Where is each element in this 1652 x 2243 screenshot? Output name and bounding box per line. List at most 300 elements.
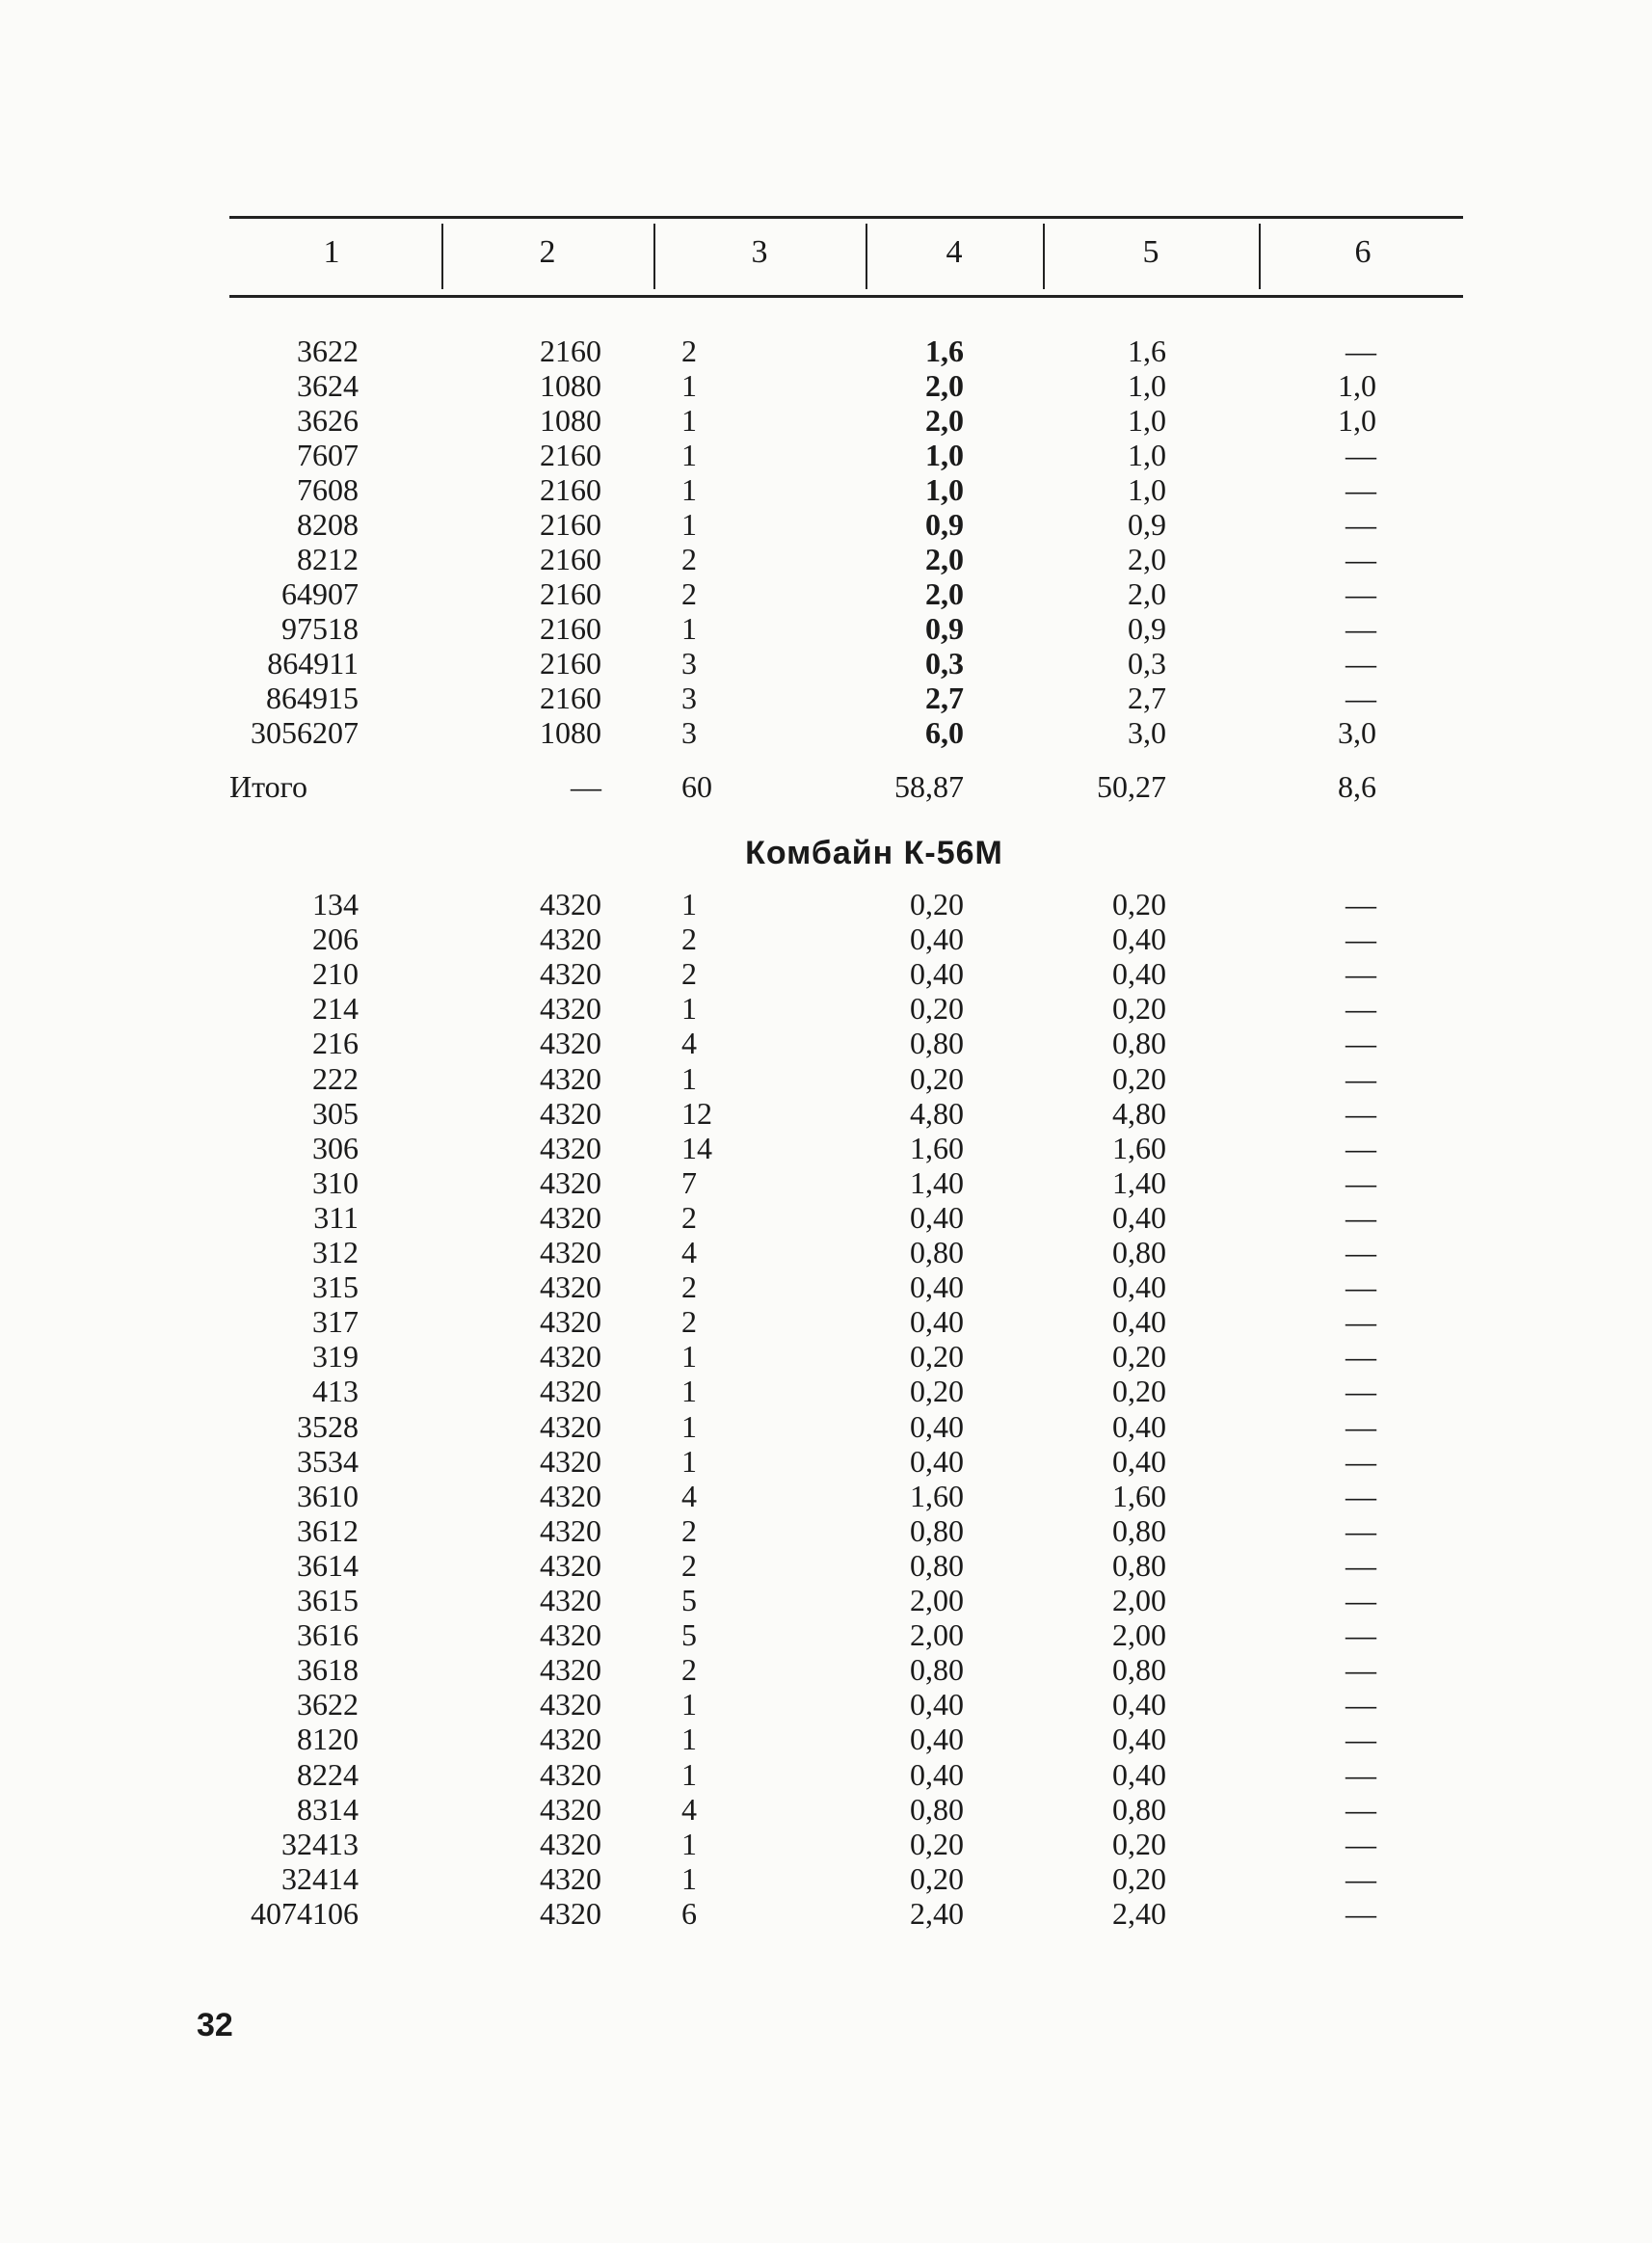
table-cell: 2 — [681, 576, 697, 611]
table-cell: 3 — [681, 646, 697, 681]
table-cell: 2,0 — [925, 368, 964, 403]
table-cell: 0,80 — [910, 1791, 964, 1827]
table-cell: 1,60 — [910, 1130, 964, 1165]
table-cell: 0,9 — [925, 611, 964, 646]
table-cell: 4074106 — [251, 1895, 359, 1931]
table-row — [0, 1374, 1652, 1408]
table-cell: 4320 — [540, 1408, 601, 1444]
table-cell: 0,40 — [1112, 1408, 1166, 1444]
table-cell: 2 — [681, 1199, 697, 1235]
column-header-3: 3 — [751, 234, 768, 270]
table-cell: 2 — [681, 1304, 697, 1340]
table-cell: — — [1346, 1860, 1376, 1896]
table-header-bottom-rule — [229, 295, 1463, 298]
table-cell: 1,0 — [1128, 368, 1166, 403]
table-cell: 2160 — [540, 576, 601, 611]
column-divider — [1043, 224, 1045, 289]
table-cell: 2 — [681, 956, 697, 992]
table-cell: 2,00 — [910, 1617, 964, 1653]
table-row — [0, 1479, 1652, 1513]
table-row — [0, 1444, 1652, 1479]
table-cell: 0,40 — [910, 1408, 964, 1444]
table-cell: 0,20 — [910, 1860, 964, 1896]
table-cell: 0,40 — [1112, 1199, 1166, 1235]
table-row — [0, 576, 1652, 611]
table-cell: 0,80 — [910, 1652, 964, 1688]
table-cell: 3614 — [297, 1547, 359, 1583]
table-cell: 2160 — [540, 646, 601, 681]
table-row — [0, 956, 1652, 991]
table-cell: 1 — [681, 1339, 697, 1375]
table-cell: — — [1346, 1652, 1376, 1688]
section-title: Комбайн К-56М — [745, 835, 1003, 871]
table-cell: 2,7 — [925, 681, 964, 715]
table-cell: 7 — [681, 1164, 697, 1200]
table-cell: 2160 — [540, 507, 601, 542]
table-cell: — — [1346, 1826, 1376, 1861]
table-cell: 0,3 — [925, 646, 964, 681]
table-cell: 2 — [681, 1512, 697, 1548]
table-cell: 8212 — [297, 542, 359, 576]
table-cell: — — [1346, 1339, 1376, 1375]
table-cell: 1 — [681, 507, 697, 542]
table-row — [0, 921, 1652, 956]
table-cell: 3615 — [297, 1583, 359, 1617]
table-cell: 4320 — [540, 1512, 601, 1548]
table-cell: 0,20 — [910, 1060, 964, 1096]
table-cell: 210 — [312, 956, 359, 992]
table-cell: 2,0 — [1128, 542, 1166, 576]
table-row — [0, 1269, 1652, 1304]
table-row — [0, 1165, 1652, 1200]
table-cell: 1,0 — [1338, 368, 1376, 403]
table-row — [0, 1757, 1652, 1792]
table-row — [0, 542, 1652, 576]
table-cell: 3,0 — [1338, 715, 1376, 750]
table-cell: 1080 — [540, 403, 601, 438]
table-cell: 319 — [312, 1339, 359, 1375]
table-cell: 2 — [681, 1652, 697, 1688]
table-cell: 4320 — [540, 1304, 601, 1340]
table-cell: — — [1346, 991, 1376, 1027]
table-row — [0, 1652, 1652, 1687]
table-cell: — — [1346, 646, 1376, 681]
table-row — [0, 681, 1652, 715]
table-cell: 4320 — [540, 1235, 601, 1269]
table-cell: — — [1346, 472, 1376, 507]
table-cell: 2160 — [540, 334, 601, 368]
table-cell: 317 — [312, 1304, 359, 1340]
table-cell: 315 — [312, 1269, 359, 1305]
table-cell: — — [1346, 1060, 1376, 1096]
table-cell: 0,40 — [910, 1687, 964, 1722]
table-cell: 2,0 — [1128, 576, 1166, 611]
table-cell: — — [1346, 1408, 1376, 1444]
table-cell: — — [1346, 1374, 1376, 1409]
table-cell: 7607 — [297, 438, 359, 472]
table-cell: 4 — [681, 1235, 697, 1269]
table-cell: 4320 — [540, 1269, 601, 1305]
table-cell: 0,80 — [910, 1512, 964, 1548]
page-number: 32 — [197, 2007, 233, 2043]
table-cell: 2160 — [540, 438, 601, 472]
table-cell: 2,00 — [1112, 1583, 1166, 1617]
table-cell: 864911 — [267, 646, 359, 681]
table-cell: 4320 — [540, 1652, 601, 1688]
table-cell: 0,9 — [1128, 507, 1166, 542]
table-cell: 0,20 — [910, 1826, 964, 1861]
table-cell: 8314 — [297, 1791, 359, 1827]
table-cell: 2 — [681, 542, 697, 576]
table-cell: 0,40 — [1112, 956, 1166, 992]
table-cell: 4320 — [540, 1199, 601, 1235]
table-cell: 413 — [312, 1374, 359, 1409]
table-cell: 1,60 — [1112, 1130, 1166, 1165]
table-cell: 4 — [681, 1478, 697, 1513]
table-cell: 2160 — [540, 611, 601, 646]
table-cell: — — [1346, 1130, 1376, 1165]
table-cell: — — [1346, 1199, 1376, 1235]
table-cell: 2,0 — [925, 576, 964, 611]
table-cell: — — [1346, 887, 1376, 921]
table-cell: 4320 — [540, 921, 601, 957]
table-cell: 0,20 — [1112, 1374, 1166, 1409]
table-cell: 310 — [312, 1164, 359, 1200]
table-row — [0, 646, 1652, 681]
table-cell: — — [1346, 1722, 1376, 1757]
column-divider — [1259, 224, 1261, 289]
table-cell: 3534 — [297, 1443, 359, 1479]
table-cell: — — [1346, 1478, 1376, 1513]
table-cell: 1 — [681, 1860, 697, 1896]
table-cell: 4 — [681, 1026, 697, 1061]
table-cell: — — [1346, 1756, 1376, 1792]
table-cell: 4320 — [540, 1895, 601, 1931]
table-cell: 3,0 — [1128, 715, 1166, 750]
table-cell: 2160 — [540, 542, 601, 576]
table-cell: 3616 — [297, 1617, 359, 1653]
table-cell: — — [1346, 542, 1376, 576]
table-cell: 0,40 — [910, 1199, 964, 1235]
table-cell: 0,80 — [910, 1026, 964, 1061]
table-row — [0, 1235, 1652, 1269]
table-row — [0, 368, 1652, 403]
table-cell: 1 — [681, 472, 697, 507]
table-cell: 4320 — [540, 1026, 601, 1061]
table-cell: — — [1346, 438, 1376, 472]
table-cell: 4,80 — [910, 1095, 964, 1131]
table-row — [0, 611, 1652, 646]
table-cell: 3618 — [297, 1652, 359, 1688]
table-cell: 0,40 — [910, 1722, 964, 1757]
table-cell: — — [1346, 1547, 1376, 1583]
table-row — [0, 1026, 1652, 1060]
table-cell: 2,0 — [925, 403, 964, 438]
table-cell: 2,40 — [910, 1895, 964, 1931]
table-cell: 0,20 — [1112, 991, 1166, 1027]
table-cell: — — [1346, 1304, 1376, 1340]
total-cell: 60 — [681, 769, 712, 804]
table-row — [0, 1339, 1652, 1374]
table-cell: — — [1346, 1512, 1376, 1548]
table-cell: 2,00 — [1112, 1617, 1166, 1653]
table-cell: 4320 — [540, 1443, 601, 1479]
table-cell: 2,0 — [925, 542, 964, 576]
table-cell: 1 — [681, 368, 697, 403]
table-cell: 0,40 — [1112, 1443, 1166, 1479]
table-cell: 4320 — [540, 887, 601, 921]
table-cell: 0,40 — [910, 1756, 964, 1792]
table-cell: 3 — [681, 715, 697, 750]
table-cell: — — [1346, 1095, 1376, 1131]
table-cell: 0,80 — [1112, 1791, 1166, 1827]
table-cell: 4320 — [540, 1617, 601, 1653]
table-cell: 0,40 — [1112, 1722, 1166, 1757]
table-row — [0, 991, 1652, 1026]
table-cell: 4320 — [540, 1060, 601, 1096]
table-cell: 1 — [681, 1722, 697, 1757]
column-header-1: 1 — [323, 234, 340, 270]
table-cell: 0,20 — [1112, 1060, 1166, 1096]
table-cell: 2160 — [540, 681, 601, 715]
table-cell: — — [1346, 1164, 1376, 1200]
table-cell: 0,40 — [910, 1304, 964, 1340]
table-row — [0, 1861, 1652, 1896]
table-cell: 4320 — [540, 1826, 601, 1861]
table-cell: 0,20 — [910, 887, 964, 921]
table-cell: 3626 — [297, 403, 359, 438]
table-cell: 4320 — [540, 1095, 601, 1131]
total-label: Итого — [229, 769, 307, 804]
table-cell: 0,80 — [1112, 1652, 1166, 1688]
table-row — [0, 1896, 1652, 1931]
table-cell: 4,80 — [1112, 1095, 1166, 1131]
table-cell: 214 — [312, 991, 359, 1027]
table-cell: 0,20 — [910, 1339, 964, 1375]
table-cell: 1 — [681, 403, 697, 438]
table-top-rule — [229, 216, 1463, 219]
table-cell: 2160 — [540, 472, 601, 507]
table-cell: 1 — [681, 1687, 697, 1722]
table-cell: 0,80 — [1112, 1547, 1166, 1583]
table-cell: 4320 — [540, 1687, 601, 1722]
table-cell: 1 — [681, 1408, 697, 1444]
table-row — [0, 507, 1652, 542]
table-cell: 4320 — [540, 1339, 601, 1375]
table-cell: 0,40 — [910, 956, 964, 992]
table-row — [0, 438, 1652, 472]
table-cell: 1 — [681, 1443, 697, 1479]
table-cell: 2 — [681, 921, 697, 957]
table-cell: 4320 — [540, 1130, 601, 1165]
table-cell: 0,20 — [1112, 1860, 1166, 1896]
table-cell: — — [1346, 681, 1376, 715]
table-cell: 312 — [312, 1235, 359, 1269]
column-divider — [441, 224, 443, 289]
table-cell: 1080 — [540, 715, 601, 750]
total-row — [0, 769, 1652, 804]
table-cell: 0,20 — [1112, 1826, 1166, 1861]
table-cell: 1 — [681, 1756, 697, 1792]
column-header-6: 6 — [1354, 234, 1372, 270]
table-cell: — — [1346, 956, 1376, 992]
table-row — [0, 1096, 1652, 1131]
table-cell: 7608 — [297, 472, 359, 507]
table-row — [0, 334, 1652, 368]
table-row — [0, 1131, 1652, 1165]
table-cell: 4320 — [540, 1791, 601, 1827]
table-row — [0, 1827, 1652, 1861]
table-cell: 1,60 — [910, 1478, 964, 1513]
table-cell: 0,40 — [1112, 921, 1166, 957]
table-row — [0, 1409, 1652, 1444]
table-cell: 0,40 — [910, 921, 964, 957]
table-cell: 4320 — [540, 956, 601, 992]
table-cell: — — [1346, 1235, 1376, 1269]
table-cell: 3610 — [297, 1478, 359, 1513]
table-cell: 0,40 — [910, 1269, 964, 1305]
table-cell: — — [1346, 507, 1376, 542]
table-cell: 0,80 — [910, 1547, 964, 1583]
column-header-2: 2 — [539, 234, 556, 270]
table-row — [0, 1617, 1652, 1652]
table-cell: 0,20 — [910, 991, 964, 1027]
table-row — [0, 1687, 1652, 1722]
table-cell: — — [1346, 1791, 1376, 1827]
table-row — [0, 715, 1652, 750]
table-cell: 305 — [312, 1095, 359, 1131]
table-cell: 32414 — [281, 1860, 359, 1896]
table-row — [0, 1722, 1652, 1756]
table-cell: 134 — [312, 887, 359, 921]
table-cell: 4320 — [540, 1722, 601, 1757]
table-cell: 64907 — [281, 576, 359, 611]
table-cell: 6 — [681, 1895, 697, 1931]
table-cell: 0,9 — [1128, 611, 1166, 646]
table-row — [0, 1583, 1652, 1617]
table-cell: 1,0 — [1338, 403, 1376, 438]
table-cell: 1,0 — [925, 472, 964, 507]
column-header-5: 5 — [1142, 234, 1159, 270]
table-cell: 1 — [681, 991, 697, 1027]
table-cell: 2,7 — [1128, 681, 1166, 715]
table-cell: 4320 — [540, 1374, 601, 1409]
table-cell: 3 — [681, 681, 697, 715]
table-cell: 4 — [681, 1791, 697, 1827]
table-cell: 0,3 — [1128, 646, 1166, 681]
table-cell: 1 — [681, 887, 697, 921]
total-cell: 50,27 — [1097, 769, 1166, 804]
table-cell: 2,00 — [910, 1583, 964, 1617]
table-cell: 97518 — [281, 611, 359, 646]
table-cell: 0,20 — [910, 1374, 964, 1409]
table-cell: 1 — [681, 438, 697, 472]
table-cell: 3612 — [297, 1512, 359, 1548]
table-row — [0, 1792, 1652, 1827]
total-cell: 8,6 — [1338, 769, 1376, 804]
table-cell: 2 — [681, 1269, 697, 1305]
table-cell: 0,80 — [1112, 1512, 1166, 1548]
table-cell: 206 — [312, 921, 359, 957]
table-cell: 864915 — [266, 681, 359, 715]
table-cell: 0,80 — [910, 1235, 964, 1269]
total-cell: — — [571, 769, 601, 804]
table-row — [0, 1304, 1652, 1339]
table-row — [0, 1548, 1652, 1583]
table-cell: 0,80 — [1112, 1235, 1166, 1269]
column-divider — [866, 224, 867, 289]
table-cell: 3528 — [297, 1408, 359, 1444]
table-cell: — — [1346, 576, 1376, 611]
table-cell: — — [1346, 1269, 1376, 1305]
table-cell: 0,40 — [910, 1443, 964, 1479]
table-cell: 4320 — [540, 1860, 601, 1896]
table-cell: — — [1346, 1443, 1376, 1479]
table-cell: — — [1346, 1617, 1376, 1653]
table-cell: 4320 — [540, 1478, 601, 1513]
table-cell: 8120 — [297, 1722, 359, 1757]
table-cell: 1,40 — [1112, 1164, 1166, 1200]
table-cell: 3622 — [297, 1687, 359, 1722]
table-cell: — — [1346, 1687, 1376, 1722]
table-cell: 12 — [681, 1095, 712, 1131]
table-cell: — — [1346, 921, 1376, 957]
table-cell: 0,80 — [1112, 1026, 1166, 1061]
table-cell: 5 — [681, 1583, 697, 1617]
table-cell: 2,40 — [1112, 1895, 1166, 1931]
table-row — [0, 472, 1652, 507]
table-cell: — — [1346, 1895, 1376, 1931]
table-row — [0, 1200, 1652, 1235]
table-cell: 4320 — [540, 991, 601, 1027]
table-cell: 1,60 — [1112, 1478, 1166, 1513]
table-cell: 1 — [681, 1374, 697, 1409]
table-cell: 2 — [681, 1547, 697, 1583]
table-cell: 0,40 — [1112, 1269, 1166, 1305]
table-cell: 1,40 — [910, 1164, 964, 1200]
table-cell: 14 — [681, 1130, 712, 1165]
table-cell: 222 — [312, 1060, 359, 1096]
table-cell: 4320 — [540, 1164, 601, 1200]
table-cell: — — [1346, 1026, 1376, 1061]
table-cell: 2 — [681, 334, 697, 368]
table-cell: 32413 — [281, 1826, 359, 1861]
table-cell: — — [1346, 334, 1376, 368]
table-cell: 8208 — [297, 507, 359, 542]
table-cell: 4320 — [540, 1547, 601, 1583]
column-divider — [653, 224, 655, 289]
table-cell: 1,6 — [925, 334, 964, 368]
table-cell: 0,20 — [1112, 887, 1166, 921]
table-cell: 1 — [681, 1060, 697, 1096]
table-cell: — — [1346, 1583, 1376, 1617]
table-cell: 311 — [313, 1199, 359, 1235]
table-cell: 216 — [312, 1026, 359, 1061]
table-cell: 1080 — [540, 368, 601, 403]
table-cell: — — [1346, 611, 1376, 646]
table-cell: 1,0 — [1128, 438, 1166, 472]
table-row — [0, 887, 1652, 921]
table-cell: 1 — [681, 611, 697, 646]
table-cell: 8224 — [297, 1756, 359, 1792]
table-cell: 0,9 — [925, 507, 964, 542]
table-cell: 4320 — [540, 1583, 601, 1617]
table-cell: 4320 — [540, 1756, 601, 1792]
table-row — [0, 1513, 1652, 1548]
table-cell: 1,6 — [1128, 334, 1166, 368]
table-cell: 306 — [312, 1130, 359, 1165]
table-cell: 1,0 — [1128, 472, 1166, 507]
